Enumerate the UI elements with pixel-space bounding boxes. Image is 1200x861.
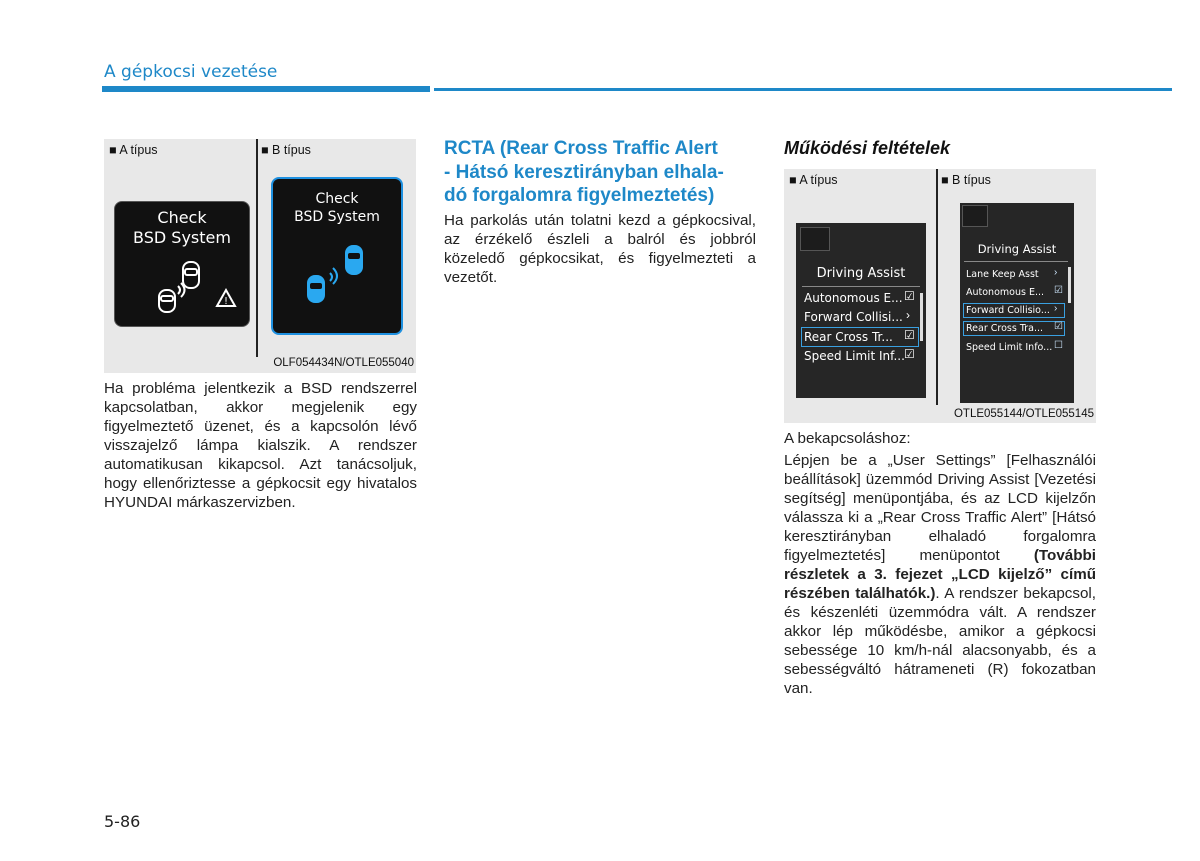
- driving-assist-menu-a: [796, 223, 926, 398]
- figure-divider: [936, 169, 938, 405]
- screen-a-line-2: BSD System: [133, 228, 231, 247]
- bsd-car-blue-icon: [273, 233, 401, 333]
- menu-a-item-3-mark: ☑: [904, 328, 915, 342]
- activation-text-2: . A rendszer bekapcsol, és készenléti üzemmódra vált. A rendszer akkor lép működésbe, amikor a gépkocsi sebessége 10 km/h-nál alacsonyabb, és a sebességváltó hátrameneti (R) fokozatban van.: [784, 585, 1096, 697]
- rcta-heading-line-3: dó forgalomra figyelmeztetés): [444, 185, 715, 206]
- figure-label-a: ■ A típus: [789, 173, 838, 187]
- menu-a-item-2-mark: ›: [906, 308, 910, 322]
- menu-b-separator: [964, 261, 1068, 262]
- menu-b-item-1: Lane Keep Asst: [966, 269, 1039, 280]
- menu-b-item-1-mark: ›: [1054, 267, 1058, 278]
- figure-code: OLF054434N/OTLE055040: [273, 357, 414, 369]
- activation-text-1: Lépjen be a „User Settings” [Felhasználói beállítások] üzemmód Driving Assist [Vezetési segítség] menüpontjába, és az LCD kijelzőn válassza ki a „Rear Cross Traffic Alert” [Hátsó keresztirányban elhaladó forgalomra figyelmeztetés] menüpontot: [784, 452, 1096, 564]
- left-paragraph: Ha probléma jelentkezik a BSD rendszerrel kapcsolatban, akkor megjelenik egy figyelmeztető üzenet, és a kapcsolón lévő visszajelző lámpa kialszik. A rendszer automatikusan kikapcsol. Azt tanácsoljuk, hogy ellenőriztesse a gépkocsit egy hivatalos HYUNDAI márkaszervizben.: [104, 380, 417, 511]
- header-bar-accent: [102, 86, 430, 92]
- figure-label-b: ■ B típus: [261, 143, 311, 157]
- menu-b-item-2: Autonomous E...: [966, 287, 1045, 298]
- screen-a-line-1: Check: [157, 208, 207, 227]
- menu-b-item-5-mark: ☐: [1054, 340, 1063, 351]
- activation-text-bold: (További részletek a 3. fejezet „LCD kijelző” című részében találhatók.): [784, 547, 1096, 602]
- menu-a-item-1-mark: ☑: [904, 289, 915, 303]
- rcta-heading-line-2: - Hátsó keresztirányban elhala-: [444, 162, 724, 183]
- menu-a-item-2: Forward Collisi...: [804, 310, 903, 324]
- menu-b-scrollbar: [1068, 267, 1071, 303]
- menu-b-item-2-mark: ☑: [1054, 285, 1063, 296]
- menu-b-item-3-mark: ›: [1054, 303, 1058, 314]
- figure-code: OTLE055144/OTLE055145: [953, 408, 1094, 420]
- bsd-screen-b: [271, 177, 403, 335]
- menu-icon-box: [800, 227, 830, 251]
- activation-paragraph: [784, 451, 1096, 698]
- menu-a-item-4: Speed Limit Inf...: [804, 349, 905, 363]
- menu-a-item-3: Rear Cross Tr...: [804, 330, 893, 344]
- header-rule: [434, 88, 1172, 91]
- menu-a-title: Driving Assist: [816, 266, 906, 281]
- screen-b-line-1: Check: [315, 191, 359, 207]
- activation-intro: A bekapcsoláshoz:: [784, 430, 911, 447]
- bsd-screen-a: [114, 201, 250, 327]
- figure-divider: [256, 139, 258, 357]
- menu-b-item-3: Forward Collisio...: [966, 305, 1050, 316]
- operating-conditions-heading: Működési feltételek: [784, 138, 951, 158]
- page-number: 5-86: [104, 812, 141, 831]
- menu-icon-box: [962, 205, 988, 227]
- svg-text:!: !: [223, 296, 229, 307]
- driving-assist-menu-b: [960, 203, 1074, 403]
- bsd-car-warning-icon: [115, 254, 251, 324]
- figure-label-b: ■ B típus: [941, 173, 991, 187]
- menu-b-item-4: Rear Cross Tra...: [966, 323, 1044, 334]
- menu-b-title: Driving Assist: [977, 242, 1057, 256]
- driving-assist-figure: [784, 169, 1096, 423]
- menu-a-item-4-mark: ☑: [904, 347, 915, 361]
- menu-b-item-4-mark: ☑: [1054, 321, 1063, 332]
- menu-a-item-1: Autonomous E...: [804, 291, 903, 305]
- rcta-heading-line-1: RCTA (Rear Cross Traffic Alert: [444, 138, 718, 159]
- chapter-title: A gépkocsi vezetése: [104, 62, 278, 82]
- rcta-paragraph: Ha parkolás után tolatni kezd a gépkocsival, az érzékelő észleli a balról és jobbról közeledő gépkocsikat, és figyelmezteti a vezetőt.: [444, 212, 756, 286]
- bsd-warning-figure: [104, 139, 416, 373]
- menu-a-separator: [802, 286, 920, 287]
- menu-a-scrollbar: [920, 293, 923, 341]
- figure-label-a: ■ A típus: [109, 143, 158, 157]
- menu-b-item-5: Speed Limit Info...: [966, 342, 1053, 353]
- screen-b-line-2: BSD System: [294, 209, 380, 225]
